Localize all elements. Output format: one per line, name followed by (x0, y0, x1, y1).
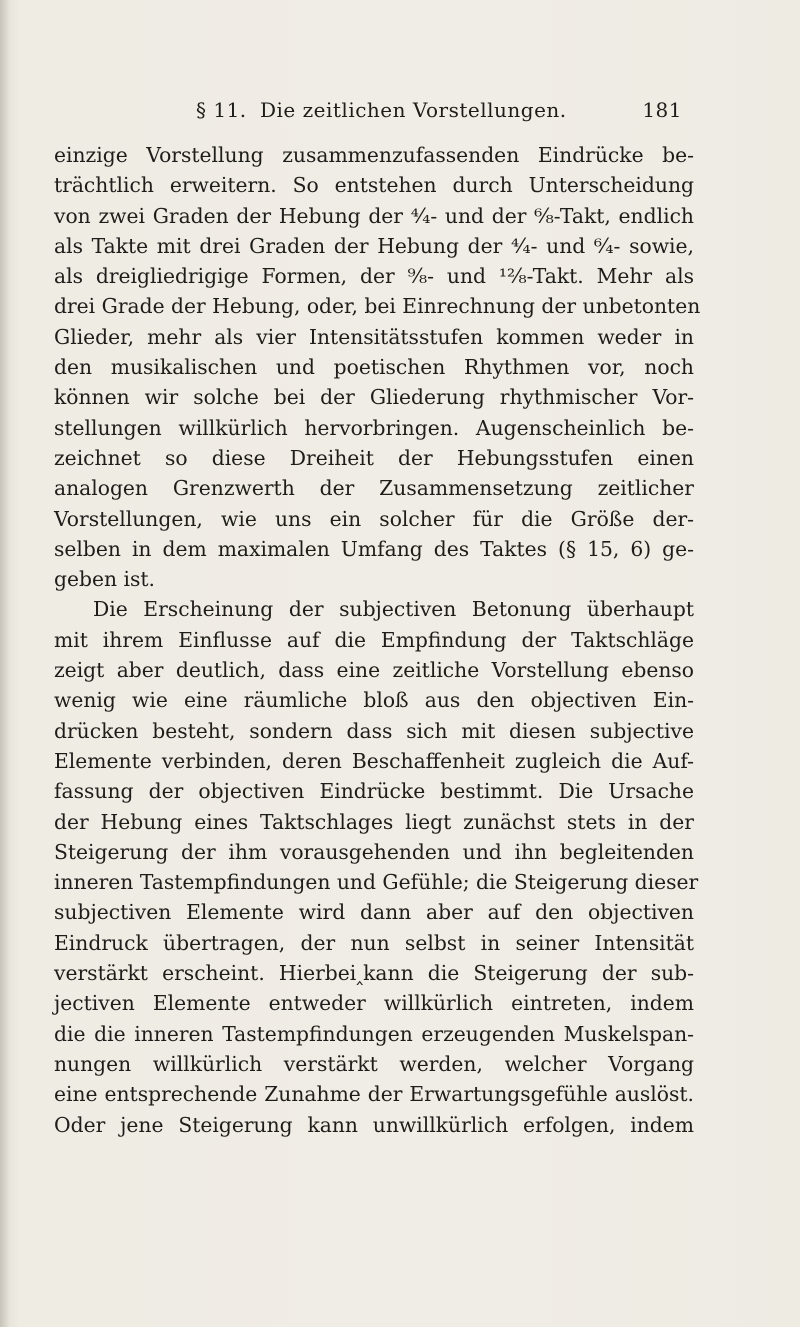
text-line: subjectiven Elemente wird dann aber auf den objectiven (54, 900, 694, 925)
text-line: Glieder, mehr als vier Intensitätsstufen kommen weder in (54, 324, 694, 349)
text-line: als dreigliedrigige Formen, der ⁹⁄₈- und ¹²⁄₈-Takt. Mehr als (54, 264, 694, 289)
text-line: der Hebung eines Taktschlages liegt zunächst stets in der (54, 809, 694, 834)
section-number: § 11. (196, 98, 247, 122)
text-line: fassung der objectiven Eindrücke bestimmt. Die Ursache (54, 779, 694, 804)
text-line: als Takte mit drei Graden der Hebung der ⁴⁄₄- und ⁶⁄₄- sowie, (54, 233, 694, 258)
text-line: trächtlich erweitern. So entstehen durch Unterscheidung (54, 173, 694, 198)
text-line: stellungen willkürlich hervorbringen. Augenscheinlich be- (54, 415, 694, 440)
text-line: Eindruck übertragen, der nun selbst in seiner Intensität (54, 930, 694, 955)
text-line: einzige Vorstellung zusammenzufassenden Eindrücke be- (54, 143, 694, 167)
text-line: drücken besteht, sondern dass sich mit diesen subjective (54, 718, 694, 743)
text-line: zeigt aber deutlich, dass eine zeitliche Vorstellung ebenso (54, 658, 694, 683)
text-line: Oder jene Steigerung kann unwillkürlich erfolgen, indem (54, 1112, 694, 1137)
body-text (54, 140, 701, 1140)
text-line: Elemente verbinden, deren Beschaffenheit zugleich die Auf- (54, 748, 694, 773)
gutter-shadow (0, 0, 10, 1327)
text-line: mit ihrem Einflusse auf die Empfindung der Taktschläge (54, 627, 694, 652)
chapter-title: Die zeitlichen Vorstellungen. (260, 98, 567, 122)
text-line: eine entsprechende Zunahme der Erwartungsgefühle auslöst. (54, 1082, 694, 1107)
text-line: analogen Grenzwerth der Zusammensetzung zeitlicher (54, 476, 694, 501)
page-number: 181 (642, 98, 682, 122)
text-line: die die inneren Tastempfindungen erzeugenden Muskelspan- (54, 1021, 694, 1046)
text-line: können wir solche bei der Gliederung rhythmischer Vor- (54, 385, 694, 410)
text-line: wenig wie eine räumliche bloß aus den objectiven Ein- (54, 688, 694, 713)
text-line: den musikalischen und poetischen Rhythmen vor, noch (54, 355, 694, 380)
text-line: zeichnet so diese Dreiheit der Hebungsstufen einen (54, 445, 694, 470)
text-line: Steigerung der ihm vorausgehenden und ihn begleitenden (54, 839, 694, 864)
text-line: jectiven Elemente entweder willkürlich eintreten, indem (54, 991, 694, 1016)
text-line: nungen willkürlich verstärkt werden, welcher Vorgang (54, 1051, 694, 1076)
text-line: Vorstellungen, wie uns ein solcher für die Größe der- (54, 506, 694, 531)
running-header (196, 98, 682, 128)
paragraph-start-line: Die Erscheinung der subjectiven Betonung überhaupt (93, 597, 694, 622)
text-line: drei Grade der Hebung, oder, bei Einrechnung der unbetonten (54, 294, 701, 319)
text-line: inneren Tastempfindungen und Gefühle; die Steigerung dieser (54, 870, 699, 895)
text-line: geben ist. (54, 567, 155, 592)
text-line: selben in dem maximalen Umfang des Taktes (§ 15, 6) ge- (54, 536, 694, 561)
text-line: verstärkt erscheint. Hierbei‸kann die Steigerung der sub- (54, 961, 694, 986)
text-line: von zwei Graden der Hebung der ⁴⁄₄- und der ⁶⁄₈-Takt, endlich (54, 203, 694, 228)
